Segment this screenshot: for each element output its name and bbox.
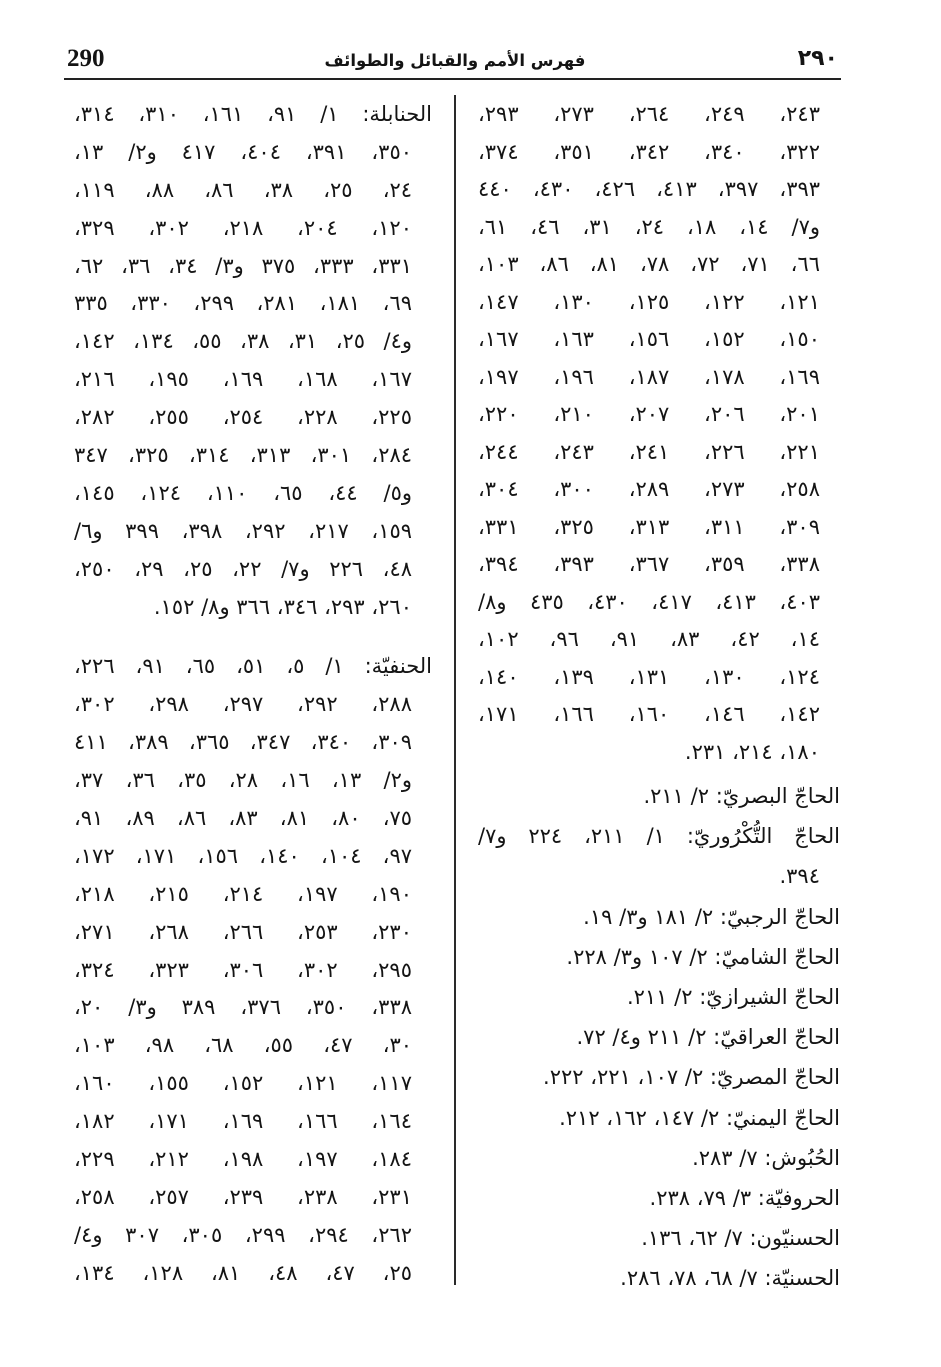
index-entry-headline: الحاجّ العراقيّ: ٢/ ٢١١ و٤/ ٧٢. (576, 1025, 840, 1050)
index-line: ٣٩٣، ٣٩٧، ٤١٣، ٤٢٦، ٤٣٠، ٤٤٠ (478, 177, 821, 201)
index-line: ١١٧، ١٢١، ١٥٢، ١٥٥، ١٦٠، (74, 1071, 412, 1096)
index-entry-headline: الحاجّ التُّكْرُوريّ: ١/ ٢١١، ٢٢٤ و٧/ (478, 824, 840, 849)
continued-entry (478, 96, 840, 771)
index-line: ٤٠٣، ٤١٣، ٤١٧، ٤٣٠، ٤٣٥ و٨/ (478, 589, 821, 614)
index-line: ١٩٠، ١٩٧، ٢١٤، ٢١٥، ٢١٨، (74, 881, 412, 906)
index-line: ٢٨٨، ٢٩٢، ٢٩٧، ٢٩٨، ٣٠٢، (74, 692, 412, 717)
index-entry-haj-misri (478, 1057, 840, 1097)
index-line: ١٨٠، ٢١٤، ٢٣١. (684, 739, 820, 764)
index-line: ٢٦٢، ٢٩٤، ٢٩٩، ٣٠٥، ٣٠٧ و٤/ (74, 1222, 413, 1247)
index-entry-haj-takruri (478, 816, 840, 896)
index-line: ١٢٤، ١٣٠، ١٣١، ١٣٩، ١٤٠، (478, 664, 820, 689)
index-line: ٤٨، ٢٢٦ و٧/ ٢٢، ٢٥، ٢٩، ٢٥٠، (74, 556, 412, 581)
index-entry-headline: الحسنيّون: ٧/ ٦٢، ١٣٦. (641, 1226, 840, 1251)
index-line: ٢٠١، ٢٠٦، ٢٠٧، ٢١٠، ٢٢٠، (478, 402, 820, 426)
column-divider (454, 95, 456, 1285)
index-line: ٣٩٤. (779, 864, 820, 889)
index-entry-haj-basri (478, 776, 840, 816)
index-line: ١٥٩، ٢١٧، ٢٩٢، ٣٩٨، ٣٩٩ و٦/ (74, 518, 413, 543)
index-line: ٢٢١، ٢٢٦، ٢٤١، ٢٤٣، ٢٤٤، (478, 439, 820, 464)
index-line: ١٨٤، ١٩٧، ١٩٨، ٢١٢، ٢٢٩، (74, 1147, 412, 1172)
right-column (478, 96, 840, 1298)
left-column (74, 96, 432, 1293)
index-line: و٥/ ٤٤، ٦٥، ١١٠، ١٢٤، ١٤٥، (74, 480, 412, 505)
index-line: ٣٠، ٤٧، ٥٥، ٦٨، ٩٨، ١٠٣، (74, 1033, 413, 1058)
index-entry-headline: الحاجّ الشيرازيّ: ٢/ ٢١١. (626, 984, 840, 1009)
index-line: ١٦٤، ١٦٦، ١٦٩، ١٧١، ١٨٢، (74, 1109, 412, 1134)
index-entry-headline: الحروفيّة: ٣/ ٧٩، ٢٣٨. (649, 1185, 840, 1210)
index-line: ٢٥، ٤٧، ٤٨، ٨١، ١٢٨، ١٣٤، (74, 1260, 412, 1285)
index-line: ٢٩٥، ٣٠٢، ٣٠٦، ٣٢٣، ٣٢٤، (74, 957, 412, 982)
index-line: ٢٣١، ٢٣٨، ٢٣٩، ٢٥٧، ٢٥٨، (74, 1184, 412, 1209)
index-entries (478, 776, 840, 1298)
index-entry-hanafiyya (74, 648, 432, 1292)
index-line: ١٦٧، ١٦٨، ١٦٩، ١٩٥، ٢١٦، (74, 367, 412, 392)
index-entry-haj-rajabi (478, 897, 840, 937)
index-entry-hasaniyyun (478, 1218, 840, 1258)
index-line: و٧/ ١٤، ١٨، ٢٤، ٣١، ٤٦، ٦١، (478, 214, 821, 239)
index-entry-haj-shami (478, 937, 840, 977)
index-entry-hubush (478, 1138, 840, 1178)
index-line: ٢٦٠، ٢٩٣، ٣٤٦، ٣٦٦ و٨/ ١٥٢. (153, 594, 412, 619)
index-entry-headline: الحاجّ المصريّ: ٢/ ١٠٧، ٢٢١، ٢٢٢. (543, 1065, 840, 1090)
index-entry-haj-yamani (478, 1098, 840, 1138)
index-line: ٢٥٨، ٢٧٣، ٢٨٩، ٣٠٠، ٣٠٤، (478, 477, 820, 501)
index-line: ٣٣١، ٣٣٣، ٣٧٥ و٣/ ٣٤، ٣٦، ٦٢، (74, 253, 413, 278)
index-entry-haj-shirazi (478, 977, 840, 1017)
index-entry-headline: الحاجّ اليمنيّ: ٢/ ١٤٧، ١٦٢، ٢١٢. (559, 1105, 840, 1130)
index-line: و٤/ ٢٥، ٣١، ٣٨، ٥٥، ١٣٤، ١٤٢، (74, 329, 413, 354)
index-line: ٣٣٨، ٣٥٠، ٣٧٦، ٣٨٩ و٣/ ٢٠، (74, 995, 413, 1020)
index-line: ٢٣٠، ٢٥٣، ٢٦٦، ٢٦٨، ٢٧١، (74, 919, 412, 944)
index-line: ٦٦، ٧١، ٧٢، ٧٨، ٨١، ٨٦، ١٠٣، (478, 252, 821, 276)
header-rule (64, 78, 841, 80)
index-line: ٣٣٨، ٣٥٩، ٣٦٧، ٣٩٣، ٣٩٤، (478, 552, 820, 576)
index-entry-headline: الحاجّ الشاميّ: ٢/ ١٠٧ و٣/ ٢٢٨. (566, 944, 840, 969)
index-entry-headline: الحسنيّة: ٧/ ٦٨، ٧٨، ٢٨٦. (620, 1266, 840, 1291)
index-line: ٢٤٣، ٢٤٩، ٢٦٤، ٢٧٣، ٢٩٣، (478, 102, 820, 126)
index-line: ٣٠٩، ٣٤٠، ٣٤٧، ٣٦٥، ٣٨٩، ٤١١ (74, 730, 413, 755)
index-entry-headline: الحاجّ البصريّ: ٢/ ٢١١. (643, 784, 840, 808)
index-line: ٣٠٩، ٣١١، ٣١٣، ٣٢٥، ٣٣١، (478, 514, 820, 539)
index-line: ٢٨٤، ٣٠١، ٣١٣، ٣١٤، ٣٢٥، ٣٤٧ (74, 443, 413, 468)
page-number-latin: 290 (67, 45, 105, 72)
index-entry-headline: الحاجّ الرجبيّ: ٢/ ١٨١ و٣/ ١٩. (583, 904, 840, 929)
index-line: ٣٥٠، ٣٩١، ٤٠٤، ٤١٧ و٢/ ١٣، (74, 139, 413, 164)
index-entry-haj-iraqi (478, 1017, 840, 1057)
index-entry-headline: الحُبُوش: ٧/ ٢٨٣. (692, 1145, 840, 1170)
index-entry-headline: الحنابلة: ١/ ٩١، ١٦١، ٣١٠، ٣١٤، (74, 102, 432, 126)
index-line: ٣٢٢، ٣٤٠، ٣٤٢، ٣٥١، ٣٧٤، (478, 139, 820, 164)
index-line: ١٦٩، ١٧٨، ١٨٧، ١٩٦، ١٩٧، (478, 364, 820, 389)
running-title: فهرس الأمم والقبائل والطوائف (324, 51, 586, 70)
index-line: ١٢١، ١٢٢، ١٢٥، ١٣٠، ١٤٧، (478, 289, 820, 314)
index-entry-hurufiyya (478, 1178, 840, 1218)
index-line: ٩٧، ١٠٤، ١٤٠، ١٥٦، ١٧١، ١٧٢، (74, 843, 413, 868)
index-line: ٢٤، ٢٥، ٣٨، ٨٦، ٨٨، ١١٩، (74, 177, 413, 202)
index-line: و٢/ ١٣، ١٦، ٢٨، ٣٥، ٣٦، ٣٧، (74, 768, 412, 793)
index-entry-hasaniyya (478, 1258, 840, 1298)
index-entry-hanabila (74, 96, 432, 626)
index-line: ١٤، ٤٢، ٨٣، ٩١، ٩٦، ١٠٢، (478, 627, 821, 651)
index-line: ١٥٠، ١٥٢، ١٥٦، ١٦٣، ١٦٧، (478, 327, 820, 351)
index-line: ٢٢٥، ٢٢٨، ٢٥٤، ٢٥٥، ٢٨٢، (74, 405, 412, 430)
index-line: ١٢٠، ٢٠٤، ٢١٨، ٣٠٢، ٣٢٩، (74, 215, 412, 240)
index-line: ٧٥، ٨٠، ٨١، ٨٣، ٨٦، ٨٩، ٩١، (74, 806, 413, 831)
index-entry-headline: الحنفيّة: ١/ ٥، ٥١، ٦٥، ٩١، ٢٢٦، (74, 654, 432, 679)
index-line: ٦٩، ١٨١، ٢٨١، ٢٩٩، ٣٣٠، ٣٣٥ (74, 291, 413, 316)
page-number-arabic: ٢٩٠ (797, 46, 838, 71)
index-line: ١٤٢، ١٤٦، ١٦٠، ١٦٦، ١٧١، (478, 702, 820, 726)
